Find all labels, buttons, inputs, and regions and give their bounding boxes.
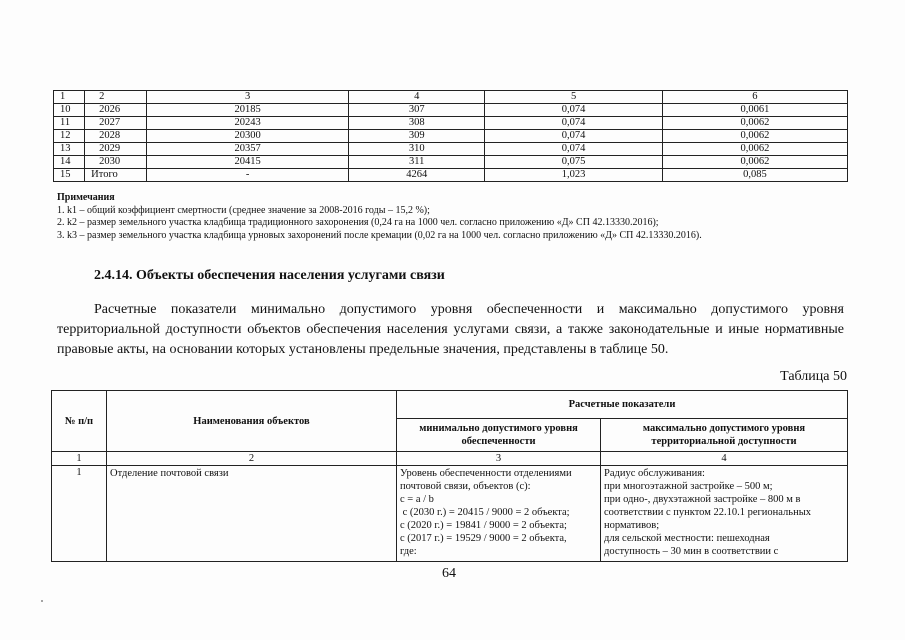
table-cell: 2029: [85, 143, 147, 156]
table-cell: 2027: [85, 117, 147, 130]
table-total-row: [54, 169, 848, 182]
table-cell: -: [147, 169, 349, 182]
notes-heading: Примечания: [57, 192, 115, 203]
cell-line: при многоэтажной застройке – 500 м;: [604, 481, 773, 492]
paragraph-text: Расчетные показатели минимально допустимого уровня обеспеченности и максимально допустимого уровня территориальной доступности объектов обеспечения населения услугами связи, а также законодательные и иные нормативные правовые акты, на основании которых установлены предельные значения, представлены в таблице 50.: [57, 302, 844, 357]
table-header-cell: 6: [662, 91, 847, 104]
table-row: [54, 156, 848, 169]
table-cell: 1: [52, 452, 107, 466]
table-cell: 13: [54, 143, 85, 156]
table-cell: 0,074: [485, 104, 662, 117]
table-cell: 2030: [85, 156, 147, 169]
table-row: [54, 117, 848, 130]
table-caption: Таблица 50: [780, 369, 847, 384]
table-cell: 4264: [348, 169, 484, 182]
table-cell: 20357: [147, 143, 349, 156]
table-cell: 0,0061: [662, 104, 847, 117]
cell-line: Радиус обслуживания:: [604, 468, 705, 479]
table-row: [52, 466, 848, 562]
table-cell: 1,023: [485, 169, 662, 182]
table-cell: 20243: [147, 117, 349, 130]
table-cell: 12: [54, 130, 85, 143]
table-cell: 0,074: [485, 117, 662, 130]
table-cell: 14: [54, 156, 85, 169]
cell-line: доступность – 30 мин в соответствии с: [604, 546, 779, 557]
table-cell: 2028: [85, 130, 147, 143]
cell-line: при одно-, двухэтажной застройке – 800 м в: [604, 494, 801, 505]
table-cell: 307: [348, 104, 484, 117]
table-cell: Итого: [85, 169, 147, 182]
table-cell-min: [397, 466, 601, 562]
section-title: 2.4.14. Объекты обеспечения населения услугами связи: [94, 268, 445, 283]
cell-line: почтовой связи, объектов (с):: [400, 481, 531, 492]
table-cell: 0,085: [662, 169, 847, 182]
table-index-row: [52, 452, 848, 466]
table-cell: 1: [52, 466, 107, 562]
table-cell: 308: [348, 117, 484, 130]
table-cell: 0,074: [485, 143, 662, 156]
table-cell: 311: [348, 156, 484, 169]
table-cell: Отделение почтовой связи: [107, 466, 397, 562]
table-cell: 310: [348, 143, 484, 156]
communication-services-table: [51, 390, 848, 562]
page-number: 64: [442, 566, 456, 581]
cell-line: нормативов;: [604, 520, 660, 531]
scan-speck: [41, 600, 43, 602]
cell-line: с (2020 г.) = 19841 / 9000 = 2 объекта;: [400, 520, 567, 531]
cell-line: с = a / b: [400, 494, 434, 505]
note-item: 3. k3 – размер земельного участка кладбища урновых захоронений после кремации (0,02 га на 1000 чел. согласно приложению «Д» СП 42.13330.2016).: [57, 229, 702, 241]
cell-line: с (2017 г.) = 19529 / 9000 = 2 объекта,: [400, 533, 567, 544]
note-item: 1. k1 – общий коэффициент смертности (среднее значение за 2008-2016 годы – 15,2 %);: [57, 204, 430, 216]
table-row: [54, 143, 848, 156]
table-header-cell: 2: [85, 91, 147, 104]
table-row: [54, 104, 848, 117]
table-cell: 4: [601, 452, 848, 466]
table-cell-max: [601, 466, 848, 562]
col-header-number: № п/п: [52, 391, 107, 452]
table-cell: 20185: [147, 104, 349, 117]
table-cell: 2026: [85, 104, 147, 117]
table-cell: 0,0062: [662, 143, 847, 156]
table-cell: 20300: [147, 130, 349, 143]
col-header-name: Наименования объектов: [107, 391, 397, 452]
section-paragraph: [57, 300, 844, 360]
table-cell: 20415: [147, 156, 349, 169]
cell-line: Уровень обеспеченности отделениями: [400, 468, 572, 479]
table-header-row: [54, 91, 848, 104]
table-cell: 0,075: [485, 156, 662, 169]
cell-line: с (2030 г.) = 20415 / 9000 = 2 объекта;: [400, 507, 570, 518]
table-cell: 0,0062: [662, 117, 847, 130]
note-item: 2. k2 – размер земельного участка кладбища традиционного захоронения (0,24 га на 1000 чел. согласно приложению «Д» СП 42.13330.2016);: [57, 217, 659, 228]
cell-line: соответствии с пунктом 22.10.1 региональных: [604, 507, 811, 518]
col-header-max: максимально допустимого уровня территориальной доступности: [601, 419, 848, 452]
table-cell: 10: [54, 104, 85, 117]
table-header-cell: 4: [348, 91, 484, 104]
mortality-table: [53, 90, 848, 182]
table-cell: 309: [348, 130, 484, 143]
table-cell: 3: [397, 452, 601, 466]
col-header-group: Расчетные показатели: [397, 391, 848, 419]
col-header-min: минимально допустимого уровня обеспеченности: [397, 419, 601, 452]
table-cell: 11: [54, 117, 85, 130]
cell-line: для сельской местности: пешеходная: [604, 533, 770, 544]
cell-line: где:: [400, 546, 417, 557]
table-header-cell: 5: [485, 91, 662, 104]
table-header-cell: 3: [147, 91, 349, 104]
table-cell: 0,074: [485, 130, 662, 143]
table-cell: 2: [107, 452, 397, 466]
table-cell: 0,0062: [662, 156, 847, 169]
table-notes: [57, 192, 857, 242]
table-row: [54, 130, 848, 143]
table-cell: 0,0062: [662, 130, 847, 143]
table-header-cell: 1: [54, 91, 85, 104]
table-cell: 15: [54, 169, 85, 182]
table-header-row: [52, 391, 848, 419]
